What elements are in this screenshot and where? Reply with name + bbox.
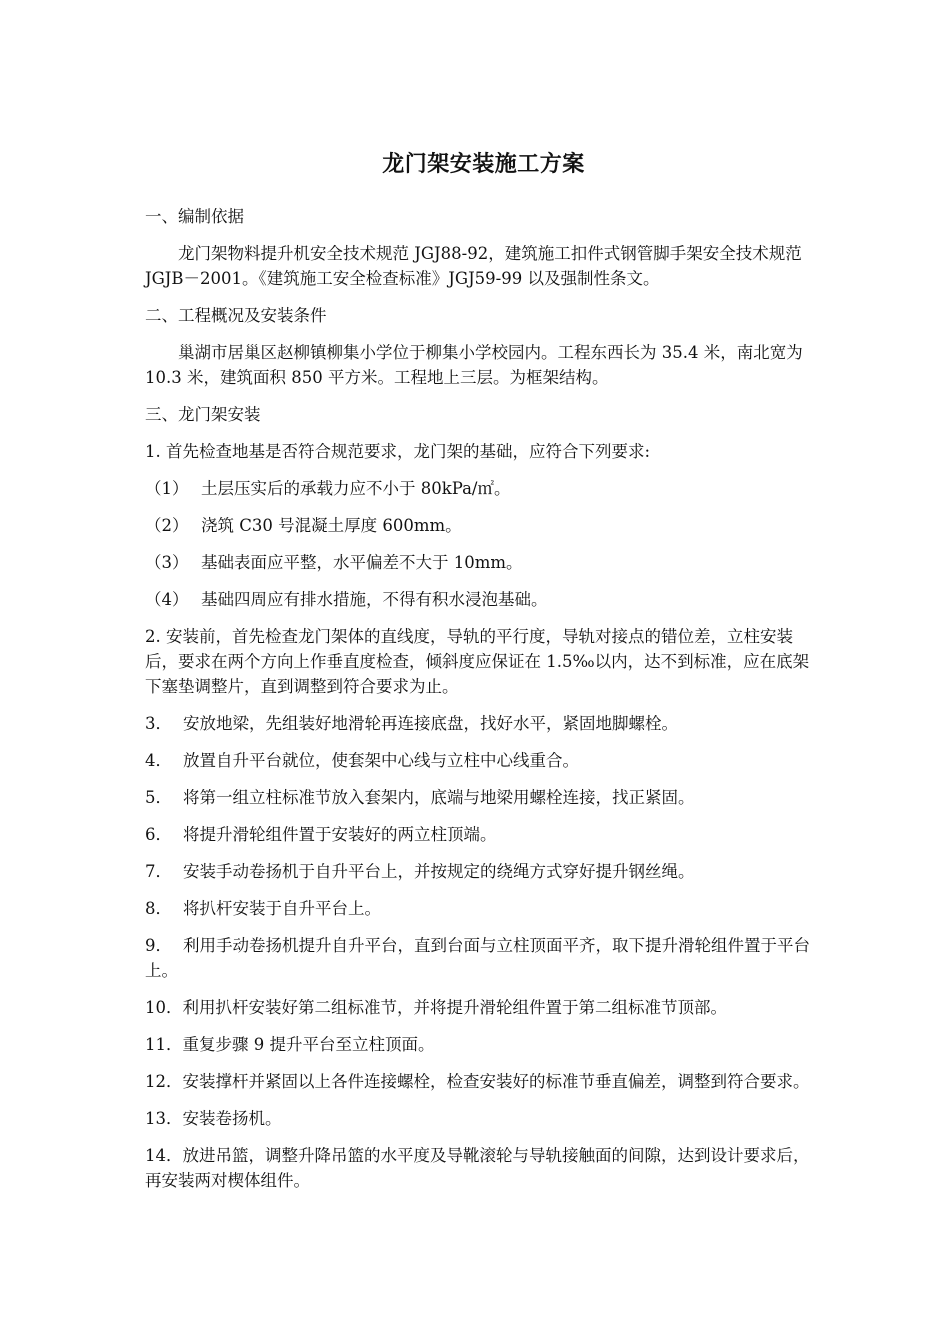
step-text: 将第一组立柱标准节放入套架内，底端与地梁用螺栓连接，找正紧固。: [183, 788, 695, 807]
sub-item-number: （1）: [145, 479, 189, 498]
sub-item-3: [145, 550, 822, 575]
step-4: [145, 748, 822, 773]
step-number: 4．: [145, 751, 172, 770]
step-text: 安装手动卷扬机于自升平台上，并按规定的绕绳方式穿好提升钢丝绳。: [183, 862, 695, 881]
step-1: 1. 首先检查地基是否符合规范要求，龙门架的基础，应符合下列要求:: [145, 442, 651, 461]
step-12: 12．安装撑杆并紧固以上各件连接螺栓，检查安装好的标准节垂直偏差，调整到符合要求。: [145, 1072, 810, 1091]
basis-paragraph: 龙门架物料提升机安全技术规范 JGJ88-92，建筑施工扣件式钢管脚手架安全技术规范 JGJB－2001。《建筑施工安全检查标准》JGJ59-99 以及强制性条文。: [145, 244, 802, 288]
section-heading-overview: 二、工程概况及安装条件: [145, 306, 327, 325]
step-number: 5．: [145, 788, 172, 807]
step-14: 14．放进吊篮，调整升降吊篮的水平度及导靴滚轮与导轨接触面的间隙，达到设计要求后，再安装两对楔体组件。: [145, 1146, 810, 1190]
step-number: 3．: [145, 714, 172, 733]
overview-paragraph: 巢湖市居巢区赵柳镇柳集小学位于柳集小学校园内。工程东西长为 35.4 米，南北宽为 10.3 米，建筑面积 850 平方米。工程地上三层。为框架结构。: [145, 343, 803, 387]
section-heading-installation: 三、龙门架安装: [145, 405, 261, 424]
step-9: [145, 933, 822, 983]
sub-item-number: （3）: [145, 553, 189, 572]
step-text: 将扒杆安装于自升平台上。: [183, 899, 381, 918]
step-13: 13．安装卷扬机。: [145, 1109, 282, 1128]
step-number: 6．: [145, 825, 172, 844]
sub-item-text: 基础四周应有排水措施，不得有积水浸泡基础。: [201, 590, 548, 609]
document-title: 龙门架安装施工方案: [382, 151, 585, 177]
step-2: 2. 安装前，首先检查龙门架体的直线度，导轨的平行度，导轨对接点的错位差，立柱安装后，要求在两个方向上作垂直度检查，倾斜度应保证在 1.5‰以内，达不到标准，应在底架下塞垫调整片，直到调整到符合要求为止。: [145, 627, 810, 696]
step-number: 9．: [145, 936, 172, 955]
sub-item-number: （2）: [145, 516, 189, 535]
step-number: 7．: [145, 862, 172, 881]
step-number: 8．: [145, 899, 172, 918]
sub-item-2: [145, 513, 822, 538]
step-text: 安放地梁，先组装好地滑轮再连接底盘，找好水平，紧固地脚螺栓。: [183, 714, 678, 733]
step-5: [145, 785, 822, 810]
sub-item-text: 基础表面应平整，水平偏差不大于 10mm。: [201, 553, 523, 572]
sub-item-4: [145, 587, 822, 612]
sub-item-1: [145, 476, 822, 501]
step-11: 11．重复步骤 9 提升平台至立柱顶面。: [145, 1035, 435, 1054]
step-6: [145, 822, 822, 847]
sub-item-number: （4）: [145, 590, 189, 609]
section-heading-basis: 一、编制依据: [145, 207, 244, 226]
step-7: [145, 859, 822, 884]
step-text: 放置自升平台就位，使套架中心线与立柱中心线重合。: [183, 751, 579, 770]
step-text: 利用手动卷扬机提升自升平台，直到台面与立柱顶面平齐，取下提升滑轮组件置于平台上。: [145, 936, 810, 980]
step-10: 10．利用扒杆安装好第二组标准节，并将提升滑轮组件置于第二组标准节顶部。: [145, 998, 727, 1017]
step-8: [145, 896, 822, 921]
sub-item-text: 浇筑 C30 号混凝土厚度 600mm。: [201, 516, 462, 535]
step-text: 将提升滑轮组件置于安装好的两立柱顶端。: [183, 825, 497, 844]
step-3: [145, 711, 822, 736]
sub-item-text: 土层压实后的承载力应不小于 80kPa/㎡。: [201, 479, 511, 498]
